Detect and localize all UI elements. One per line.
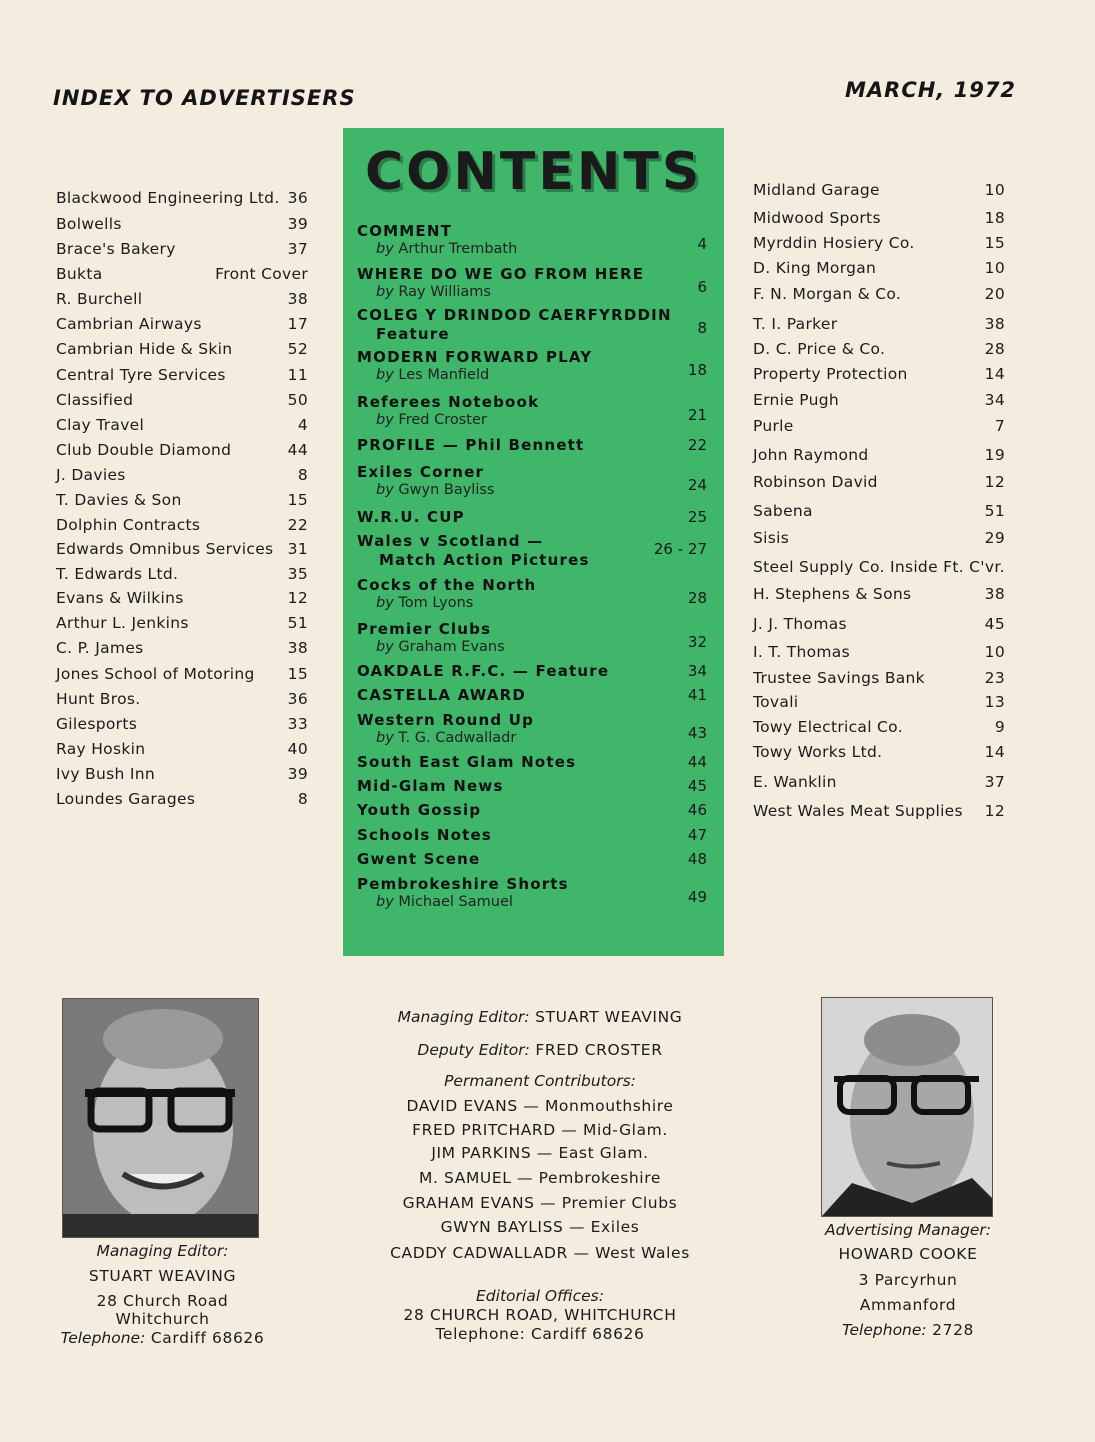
by-prefix: by bbox=[376, 639, 394, 655]
entry-byline bbox=[376, 482, 494, 498]
address-line-2: Whitchurch bbox=[115, 1310, 210, 1328]
portrait-icon bbox=[63, 999, 258, 1237]
advertiser-name: D. King Morgan bbox=[753, 259, 877, 277]
entry-title: WHERE DO WE GO FROM HERE bbox=[357, 265, 645, 283]
entry-page: 45 bbox=[687, 777, 707, 795]
person-name: HOWARD COOKE bbox=[838, 1245, 978, 1263]
advertiser-name: F. N. Morgan & Co. bbox=[753, 285, 902, 303]
advertiser-name: Sabena bbox=[753, 502, 813, 520]
index-title: INDEX TO ADVERTISERS bbox=[53, 86, 356, 110]
advertiser-page: 33 bbox=[287, 715, 308, 733]
advertiser-name: Steel Supply Co. Inside Ft. C'vr. bbox=[753, 558, 1005, 576]
advertiser-page: 51 bbox=[287, 614, 308, 632]
advertiser-name: Cambrian Hide & Skin bbox=[56, 340, 233, 358]
advertiser-page: 44 bbox=[287, 441, 308, 459]
advertiser-name: Tovali bbox=[753, 693, 799, 711]
advertiser-name: Purle bbox=[753, 417, 794, 435]
advertiser-page: Front Cover bbox=[215, 265, 308, 283]
entry-title: Youth Gossip bbox=[357, 801, 482, 819]
advertiser-name: Loundes Garages bbox=[56, 790, 196, 808]
entry-title: Referees Notebook bbox=[357, 393, 540, 411]
advertiser-page: 9 bbox=[994, 718, 1005, 736]
advertiser-name: Bukta bbox=[56, 265, 103, 283]
contents-panel bbox=[343, 128, 724, 956]
advertiser-page: 36 bbox=[287, 690, 308, 708]
entry-byline bbox=[376, 639, 505, 655]
advertiser-page: 20 bbox=[984, 285, 1005, 303]
telephone-label: Telephone: bbox=[841, 1321, 927, 1339]
issue-date: MARCH, 1972 bbox=[845, 78, 1017, 102]
advertiser-page: 15 bbox=[287, 665, 308, 683]
entry-title: COLEG Y DRINDOD CAERFYRDDIN bbox=[357, 306, 672, 324]
advertiser-page: 23 bbox=[984, 669, 1005, 687]
advertiser-page: 22 bbox=[287, 516, 308, 534]
deputy-editor-name: FRED CROSTER bbox=[535, 1041, 663, 1059]
telephone-value: 2728 bbox=[932, 1321, 975, 1339]
entry-byline bbox=[376, 595, 473, 611]
advertiser-name: Clay Travel bbox=[56, 416, 145, 434]
contributor-line: JIM PARKINS — East Glam. bbox=[431, 1144, 649, 1162]
advertiser-name: Ray Hoskin bbox=[56, 740, 146, 758]
contributor-line: GWYN BAYLISS — Exiles bbox=[440, 1218, 640, 1236]
entry-subtitle: Feature bbox=[376, 325, 450, 343]
advertiser-page: 39 bbox=[287, 765, 308, 783]
by-prefix: by bbox=[376, 367, 394, 383]
entry-title: Schools Notes bbox=[357, 826, 493, 844]
entry-byline bbox=[376, 284, 491, 300]
advertiser-name: Towy Electrical Co. bbox=[753, 718, 903, 736]
entry-page: 44 bbox=[687, 753, 707, 771]
advertiser-page: 15 bbox=[984, 234, 1005, 252]
offices-address: 28 CHURCH ROAD, WHITCHURCH bbox=[403, 1306, 677, 1324]
contributors-label: Permanent Contributors: bbox=[444, 1072, 636, 1090]
contributor-line: DAVID EVANS — Monmouthshire bbox=[406, 1097, 674, 1115]
entry-page: 28 bbox=[687, 589, 707, 607]
entry-title: COMMENT bbox=[357, 222, 453, 240]
advertiser-page: 14 bbox=[984, 365, 1005, 383]
entry-page: 4 bbox=[697, 235, 707, 253]
advertiser-page: 31 bbox=[287, 540, 308, 558]
advertiser-name: Classified bbox=[56, 391, 134, 409]
deputy-editor-label: Deputy Editor: bbox=[417, 1041, 530, 1059]
advertisers-left-list bbox=[56, 189, 308, 819]
advertiser-page: 29 bbox=[984, 529, 1005, 547]
advertiser-name: Arthur L. Jenkins bbox=[56, 614, 189, 632]
address-line-1: 3 Parcyrhun bbox=[858, 1271, 958, 1289]
managing-editor-name: STUART WEAVING bbox=[535, 1008, 683, 1026]
by-prefix: by bbox=[376, 730, 394, 746]
entry-title: Pembrokeshire Shorts bbox=[357, 875, 569, 893]
advertiser-page: 12 bbox=[984, 802, 1005, 820]
advertiser-page: 37 bbox=[287, 240, 308, 258]
author-name: Fred Croster bbox=[398, 412, 487, 428]
by-prefix: by bbox=[376, 894, 394, 910]
advertiser-page: 18 bbox=[984, 209, 1005, 227]
entry-title: W.R.U. CUP bbox=[357, 508, 465, 526]
advertiser-page: 17 bbox=[287, 315, 308, 333]
advertiser-name: Evans & Wilkins bbox=[56, 589, 184, 607]
advertiser-page: 7 bbox=[994, 417, 1005, 435]
advertiser-page: 8 bbox=[297, 790, 308, 808]
entry-page: 22 bbox=[687, 436, 707, 454]
entry-page: 21 bbox=[687, 406, 707, 424]
role-label: Advertising Manager: bbox=[824, 1221, 992, 1239]
entry-page: 8 bbox=[697, 319, 707, 337]
advertiser-page: 8 bbox=[297, 466, 308, 484]
entry-page: 25 bbox=[687, 508, 707, 526]
advertiser-name: T. Davies & Son bbox=[56, 491, 182, 509]
author-name: Gwyn Bayliss bbox=[398, 482, 495, 498]
author-name: Arthur Trembath bbox=[398, 241, 518, 257]
person-name: STUART WEAVING bbox=[88, 1267, 237, 1285]
author-name: Graham Evans bbox=[398, 639, 505, 655]
entry-title: Gwent Scene bbox=[357, 850, 481, 868]
entry-subtitle: Match Action Pictures bbox=[379, 551, 590, 569]
advertiser-name: Cambrian Airways bbox=[56, 315, 202, 333]
advertiser-page: 10 bbox=[984, 259, 1005, 277]
advertiser-page: 39 bbox=[287, 215, 308, 233]
advertiser-name: Ernie Pugh bbox=[753, 391, 840, 409]
entry-page: 47 bbox=[687, 826, 707, 844]
entry-title: MODERN FORWARD PLAY bbox=[357, 348, 593, 366]
advertiser-name: Central Tyre Services bbox=[56, 366, 226, 384]
entry-page: 32 bbox=[687, 633, 707, 651]
entry-page: 34 bbox=[687, 662, 707, 680]
advertiser-name: D. C. Price & Co. bbox=[753, 340, 886, 358]
advertiser-name: J. J. Thomas bbox=[753, 615, 847, 633]
contents-title: CONTENTS bbox=[365, 142, 703, 202]
advertiser-name: Blackwood Engineering Ltd. bbox=[56, 189, 280, 207]
telephone-value: Cardiff 68626 bbox=[150, 1329, 265, 1347]
entry-title: South East Glam Notes bbox=[357, 753, 577, 771]
advertiser-page: 38 bbox=[984, 585, 1005, 603]
entry-byline bbox=[376, 241, 517, 257]
entry-page: 41 bbox=[687, 686, 707, 704]
address-line-1: 28 Church Road bbox=[96, 1292, 229, 1310]
entry-title: OAKDALE R.F.C. — Feature bbox=[357, 662, 610, 680]
entry-title: Western Round Up bbox=[357, 711, 535, 729]
advertising-manager-photo bbox=[821, 997, 993, 1217]
offices-telephone: Telephone: Cardiff 68626 bbox=[435, 1325, 645, 1343]
by-prefix: by bbox=[376, 595, 394, 611]
advertiser-name: Midwood Sports bbox=[753, 209, 881, 227]
advertiser-name: T. I. Parker bbox=[753, 315, 838, 333]
entry-page: 6 bbox=[697, 278, 707, 296]
advertiser-page: 14 bbox=[984, 743, 1005, 761]
advertiser-name: E. Wanklin bbox=[753, 773, 837, 791]
entry-title: Mid-Glam News bbox=[357, 777, 504, 795]
advertiser-name: Dolphin Contracts bbox=[56, 516, 201, 534]
advertiser-name: H. Stephens & Sons bbox=[753, 585, 912, 603]
advertiser-name: J. Davies bbox=[56, 466, 126, 484]
advertiser-name: John Raymond bbox=[753, 446, 869, 464]
contributor-line: FRED PRITCHARD — Mid-Glam. bbox=[412, 1121, 668, 1139]
advertiser-page: 13 bbox=[984, 693, 1005, 711]
advertiser-name: Ivy Bush Inn bbox=[56, 765, 155, 783]
by-prefix: by bbox=[376, 412, 394, 428]
entry-byline bbox=[376, 730, 516, 746]
advertiser-name: Robinson David bbox=[753, 473, 878, 491]
advertiser-page: 38 bbox=[984, 315, 1005, 333]
entry-page: 26 - 27 bbox=[653, 540, 707, 558]
advertiser-name: Property Protection bbox=[753, 365, 908, 383]
advertiser-name: Club Double Diamond bbox=[56, 441, 232, 459]
advertiser-page: 36 bbox=[287, 189, 308, 207]
advertiser-name: Trustee Savings Bank bbox=[753, 669, 925, 687]
author-name: Michael Samuel bbox=[398, 894, 513, 910]
entry-page: 46 bbox=[687, 801, 707, 819]
advertiser-page: 19 bbox=[984, 446, 1005, 464]
staff-block bbox=[360, 1008, 720, 1343]
advertiser-page: 40 bbox=[287, 740, 308, 758]
advertiser-page: 52 bbox=[287, 340, 308, 358]
author-name: T. G. Cadwalladr bbox=[398, 730, 517, 746]
advertiser-name: C. P. James bbox=[56, 639, 144, 657]
advertiser-page: 28 bbox=[984, 340, 1005, 358]
entry-byline bbox=[376, 367, 489, 383]
advertisers-right-list bbox=[753, 181, 1005, 821]
entry-byline bbox=[376, 894, 513, 910]
advertiser-name: Brace's Bakery bbox=[56, 240, 176, 258]
role-label: Managing Editor: bbox=[96, 1242, 229, 1260]
advertiser-name: Myrddin Hosiery Co. bbox=[753, 234, 915, 252]
advertiser-page: 38 bbox=[287, 290, 308, 308]
entry-page: 49 bbox=[687, 888, 707, 906]
advertiser-name: Towy Works Ltd. bbox=[753, 743, 883, 761]
entry-title: Exiles Corner bbox=[357, 463, 485, 481]
advertiser-name: T. Edwards Ltd. bbox=[56, 565, 179, 583]
advertiser-page: 38 bbox=[287, 639, 308, 657]
managing-editor-credit bbox=[60, 1242, 265, 1352]
managing-editor-photo bbox=[62, 998, 259, 1238]
by-prefix: by bbox=[376, 241, 394, 257]
advertiser-page: 10 bbox=[984, 643, 1005, 661]
portrait-icon bbox=[822, 998, 992, 1216]
advertiser-page: 15 bbox=[287, 491, 308, 509]
advertiser-name: Jones School of Motoring bbox=[56, 665, 255, 683]
entry-title: CASTELLA AWARD bbox=[357, 686, 527, 704]
advertiser-page: 37 bbox=[984, 773, 1005, 791]
contributor-line: CADDY CADWALLADR — West Wales bbox=[390, 1244, 690, 1262]
by-prefix: by bbox=[376, 284, 394, 300]
advertising-manager-credit bbox=[808, 1221, 1008, 1341]
by-prefix: by bbox=[376, 482, 394, 498]
entry-title: Wales v Scotland — bbox=[357, 532, 544, 550]
advertiser-page: 45 bbox=[984, 615, 1005, 633]
advertiser-name: I. T. Thomas bbox=[753, 643, 850, 661]
advertiser-page: 51 bbox=[984, 502, 1005, 520]
entry-page: 24 bbox=[687, 476, 707, 494]
entry-byline bbox=[376, 412, 487, 428]
advertiser-name: Gilesports bbox=[56, 715, 138, 733]
advertiser-page: 4 bbox=[297, 416, 308, 434]
advertiser-page: 10 bbox=[984, 181, 1005, 199]
entry-page: 18 bbox=[687, 361, 707, 379]
managing-editor-label: Managing Editor: bbox=[397, 1008, 530, 1026]
address-line-2: Ammanford bbox=[859, 1296, 957, 1314]
telephone-label: Telephone: bbox=[60, 1329, 146, 1347]
advertiser-page: 35 bbox=[287, 565, 308, 583]
offices-label: Editorial Offices: bbox=[476, 1287, 604, 1305]
advertiser-name: Midland Garage bbox=[753, 181, 880, 199]
advertiser-name: Hunt Bros. bbox=[56, 690, 141, 708]
author-name: Les Manfield bbox=[398, 367, 490, 383]
entry-title: Cocks of the North bbox=[357, 576, 537, 594]
advertiser-name: West Wales Meat Supplies bbox=[753, 802, 963, 820]
advertiser-page: 12 bbox=[287, 589, 308, 607]
entry-title: Premier Clubs bbox=[357, 620, 492, 638]
advertiser-name: Bolwells bbox=[56, 215, 122, 233]
entry-page: 43 bbox=[687, 724, 707, 742]
author-name: Ray Williams bbox=[398, 284, 491, 300]
entry-title: PROFILE — Phil Bennett bbox=[357, 436, 585, 454]
advertiser-page: 12 bbox=[984, 473, 1005, 491]
entry-page: 48 bbox=[687, 850, 707, 868]
advertiser-name: Sisis bbox=[753, 529, 790, 547]
contributor-line: M. SAMUEL — Pembrokeshire bbox=[419, 1169, 661, 1187]
advertiser-page: 34 bbox=[984, 391, 1005, 409]
contributor-line: GRAHAM EVANS — Premier Clubs bbox=[402, 1194, 678, 1212]
advertiser-page: 11 bbox=[287, 366, 308, 384]
author-name: Tom Lyons bbox=[398, 595, 474, 611]
advertiser-page: 50 bbox=[287, 391, 308, 409]
advertiser-name: R. Burchell bbox=[56, 290, 143, 308]
advertiser-name: Edwards Omnibus Services bbox=[56, 540, 274, 558]
